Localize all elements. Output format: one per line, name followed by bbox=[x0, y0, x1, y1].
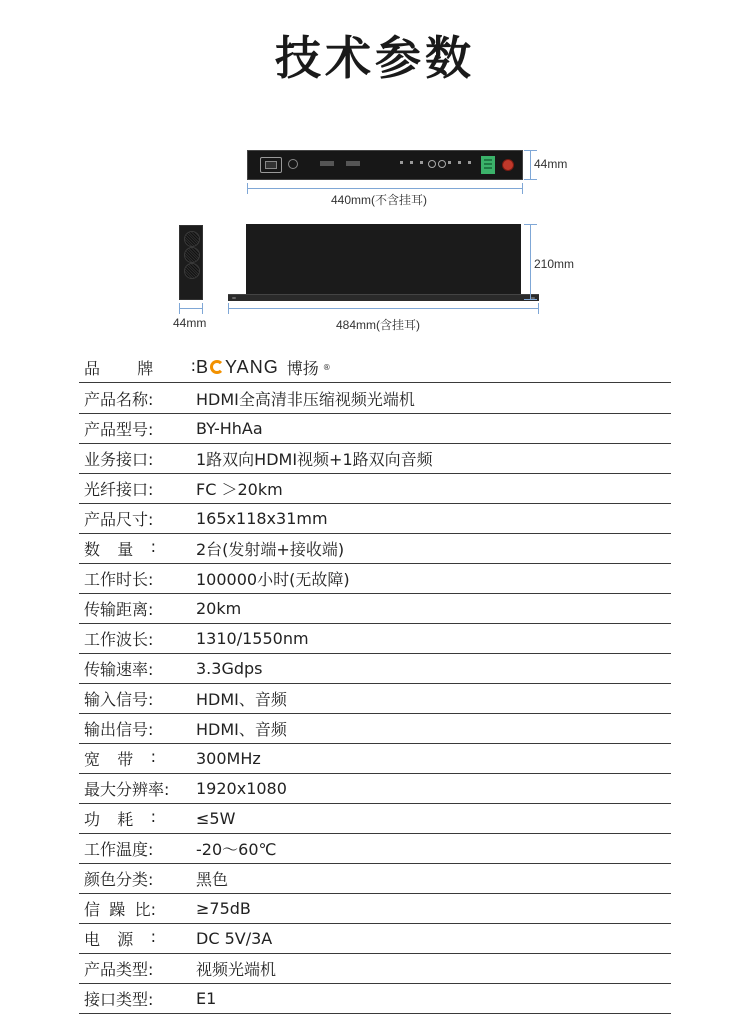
label-char: 品 bbox=[84, 358, 101, 378]
dimension-line bbox=[228, 308, 539, 309]
label-char: 带 bbox=[117, 750, 134, 769]
page-title: 技术参数 bbox=[275, 31, 475, 85]
spec-row bbox=[79, 624, 671, 654]
registered-mark: ® bbox=[322, 362, 331, 372]
spec-label: 业务接口: bbox=[84, 450, 154, 469]
spec-value: 1920x1080 bbox=[196, 779, 287, 798]
label-char: : bbox=[150, 747, 156, 766]
dimension-line bbox=[247, 188, 523, 189]
spec-row bbox=[79, 714, 671, 744]
led-icon bbox=[448, 161, 451, 164]
spec-row bbox=[79, 504, 671, 534]
dimension-line bbox=[524, 179, 537, 180]
spec-label bbox=[79, 927, 156, 950]
brand-logo bbox=[196, 356, 671, 379]
dimension-line bbox=[538, 303, 539, 314]
spec-row bbox=[79, 984, 671, 1014]
spec-label: 产品型号: bbox=[84, 420, 154, 439]
spec-label bbox=[79, 747, 156, 770]
spec-row bbox=[79, 654, 671, 684]
vent-icon bbox=[184, 247, 200, 263]
top-width-label: 484mm(含挂耳) bbox=[336, 318, 421, 332]
led-icon bbox=[420, 161, 423, 164]
spec-label: 传输速率: bbox=[84, 660, 154, 679]
spec-label: 产品尺寸: bbox=[84, 510, 154, 529]
spec-label: 工作波长: bbox=[84, 630, 154, 649]
spec-label: 接口类型: bbox=[84, 990, 154, 1009]
spec-label bbox=[79, 897, 156, 920]
dimension-line bbox=[202, 303, 203, 314]
spec-value: 300MHz bbox=[196, 749, 261, 768]
spec-value: 黑色 bbox=[196, 870, 229, 889]
dimension-line bbox=[530, 224, 531, 300]
spec-value: ≤5W bbox=[196, 809, 236, 828]
spec-value: 20km bbox=[196, 599, 242, 618]
spec-value: 1路双向HDMI视频+1路双向音频 bbox=[196, 450, 433, 469]
spec-label: 产品名称: bbox=[84, 389, 154, 409]
spec-row bbox=[79, 383, 671, 414]
label-char: 耗 bbox=[117, 810, 134, 829]
spec-label: 输入信号: bbox=[84, 690, 154, 709]
front-width-label: 440mm(不含挂耳) bbox=[331, 193, 428, 207]
top-depth-label: 210mm bbox=[534, 257, 575, 271]
dimension-line bbox=[179, 308, 203, 309]
spec-row bbox=[79, 414, 671, 444]
label-char: : bbox=[150, 537, 156, 556]
spec-label: 光纤接口: bbox=[84, 480, 154, 499]
label-char: 功 bbox=[84, 810, 101, 829]
port-icon bbox=[320, 161, 334, 166]
logo-o-icon bbox=[210, 360, 224, 374]
spec-label: 输出信号: bbox=[84, 720, 154, 739]
spec-value: 视频光端机 bbox=[196, 960, 277, 979]
spec-value: 1310/1550nm bbox=[196, 629, 309, 648]
dimension-line bbox=[247, 183, 248, 194]
dimension-line bbox=[530, 150, 531, 180]
logo-letter: B bbox=[196, 356, 210, 377]
label-char: 电 bbox=[84, 930, 101, 949]
dimension-line bbox=[228, 303, 229, 314]
dimension-line bbox=[522, 183, 523, 194]
audio-jack-icon bbox=[438, 160, 446, 168]
spec-label bbox=[79, 355, 196, 379]
mounting-ears-image bbox=[228, 294, 539, 301]
spec-label: 产品类型: bbox=[84, 960, 154, 979]
dimension-line bbox=[179, 303, 180, 314]
brand-cn-name: 博扬 bbox=[286, 358, 319, 378]
spec-value: 165x118x31mm bbox=[196, 509, 328, 528]
led-icon bbox=[458, 161, 461, 164]
spec-label: 工作温度: bbox=[84, 840, 154, 859]
spec-value: BY-HhAa bbox=[196, 419, 263, 438]
spec-value: -20～60℃ bbox=[196, 840, 277, 859]
spec-table bbox=[79, 352, 671, 1014]
led-icon bbox=[468, 161, 471, 164]
spec-label bbox=[79, 537, 156, 560]
label-char: : bbox=[150, 927, 156, 946]
label-char: 量 bbox=[117, 540, 134, 559]
spec-value: 100000小时(无故障) bbox=[196, 570, 350, 589]
spec-row-brand bbox=[79, 352, 671, 383]
spec-value: 3.3Gdps bbox=[196, 659, 263, 678]
spec-value: ≥75dB bbox=[196, 899, 251, 918]
spec-row bbox=[79, 894, 671, 924]
spec-row bbox=[79, 564, 671, 594]
spec-value: E1 bbox=[196, 989, 217, 1008]
side-view-image bbox=[179, 225, 203, 300]
dimension-line bbox=[524, 299, 537, 300]
brand-logo-text bbox=[196, 357, 279, 378]
label-char: 比: bbox=[134, 900, 156, 919]
spec-row bbox=[79, 864, 671, 894]
vent-icon bbox=[184, 231, 200, 247]
led-icon bbox=[410, 161, 413, 164]
label-char: 躁 bbox=[109, 900, 126, 919]
spec-row bbox=[79, 684, 671, 714]
spec-label: 工作时长: bbox=[84, 570, 154, 589]
fiber-port-icon bbox=[502, 159, 514, 171]
label-char: 信 bbox=[84, 900, 101, 919]
power-socket-icon bbox=[260, 157, 282, 173]
spec-value: HDMI全高清非压缩视频光端机 bbox=[196, 389, 415, 409]
spec-value: DC 5V/3A bbox=[196, 929, 273, 948]
front-panel-image bbox=[247, 150, 523, 180]
label-char: 牌 bbox=[137, 358, 154, 378]
audio-jack-icon bbox=[428, 160, 436, 168]
side-height-label: 44mm bbox=[173, 316, 207, 330]
spec-row bbox=[79, 774, 671, 804]
spec-value: HDMI、音频 bbox=[196, 720, 287, 739]
spec-value: HDMI、音频 bbox=[196, 690, 287, 709]
logo-letters: YANG bbox=[225, 356, 279, 377]
spec-label: 传输距离: bbox=[84, 600, 154, 619]
spec-row bbox=[79, 834, 671, 864]
label-char: : bbox=[150, 807, 156, 826]
spec-value: FC ＞20km bbox=[196, 480, 283, 499]
spec-label: 最大分辨率: bbox=[84, 780, 170, 799]
led-icon bbox=[400, 161, 403, 164]
front-height-label: 44mm bbox=[534, 157, 568, 171]
dimension-line bbox=[524, 150, 537, 151]
spec-row bbox=[79, 444, 671, 474]
spec-label bbox=[79, 807, 156, 830]
spec-row bbox=[79, 474, 671, 504]
port-icon bbox=[346, 161, 360, 166]
label-char: : bbox=[190, 355, 196, 375]
label-char: 数 bbox=[84, 540, 101, 559]
top-view-image bbox=[246, 224, 521, 296]
spec-row bbox=[79, 924, 671, 954]
spec-row bbox=[79, 954, 671, 984]
spec-label: 颜色分类: bbox=[84, 870, 154, 889]
spec-row bbox=[79, 744, 671, 774]
spec-row bbox=[79, 534, 671, 564]
label-char: 源 bbox=[117, 930, 134, 949]
spec-row bbox=[79, 594, 671, 624]
spec-value: 2台(发射端+接收端) bbox=[196, 540, 345, 559]
spec-row bbox=[79, 804, 671, 834]
vent-icon bbox=[184, 263, 200, 279]
power-switch-icon bbox=[288, 159, 298, 169]
dimension-line bbox=[524, 224, 537, 225]
terminal-block-icon bbox=[481, 156, 495, 174]
label-char: 宽 bbox=[84, 750, 101, 769]
